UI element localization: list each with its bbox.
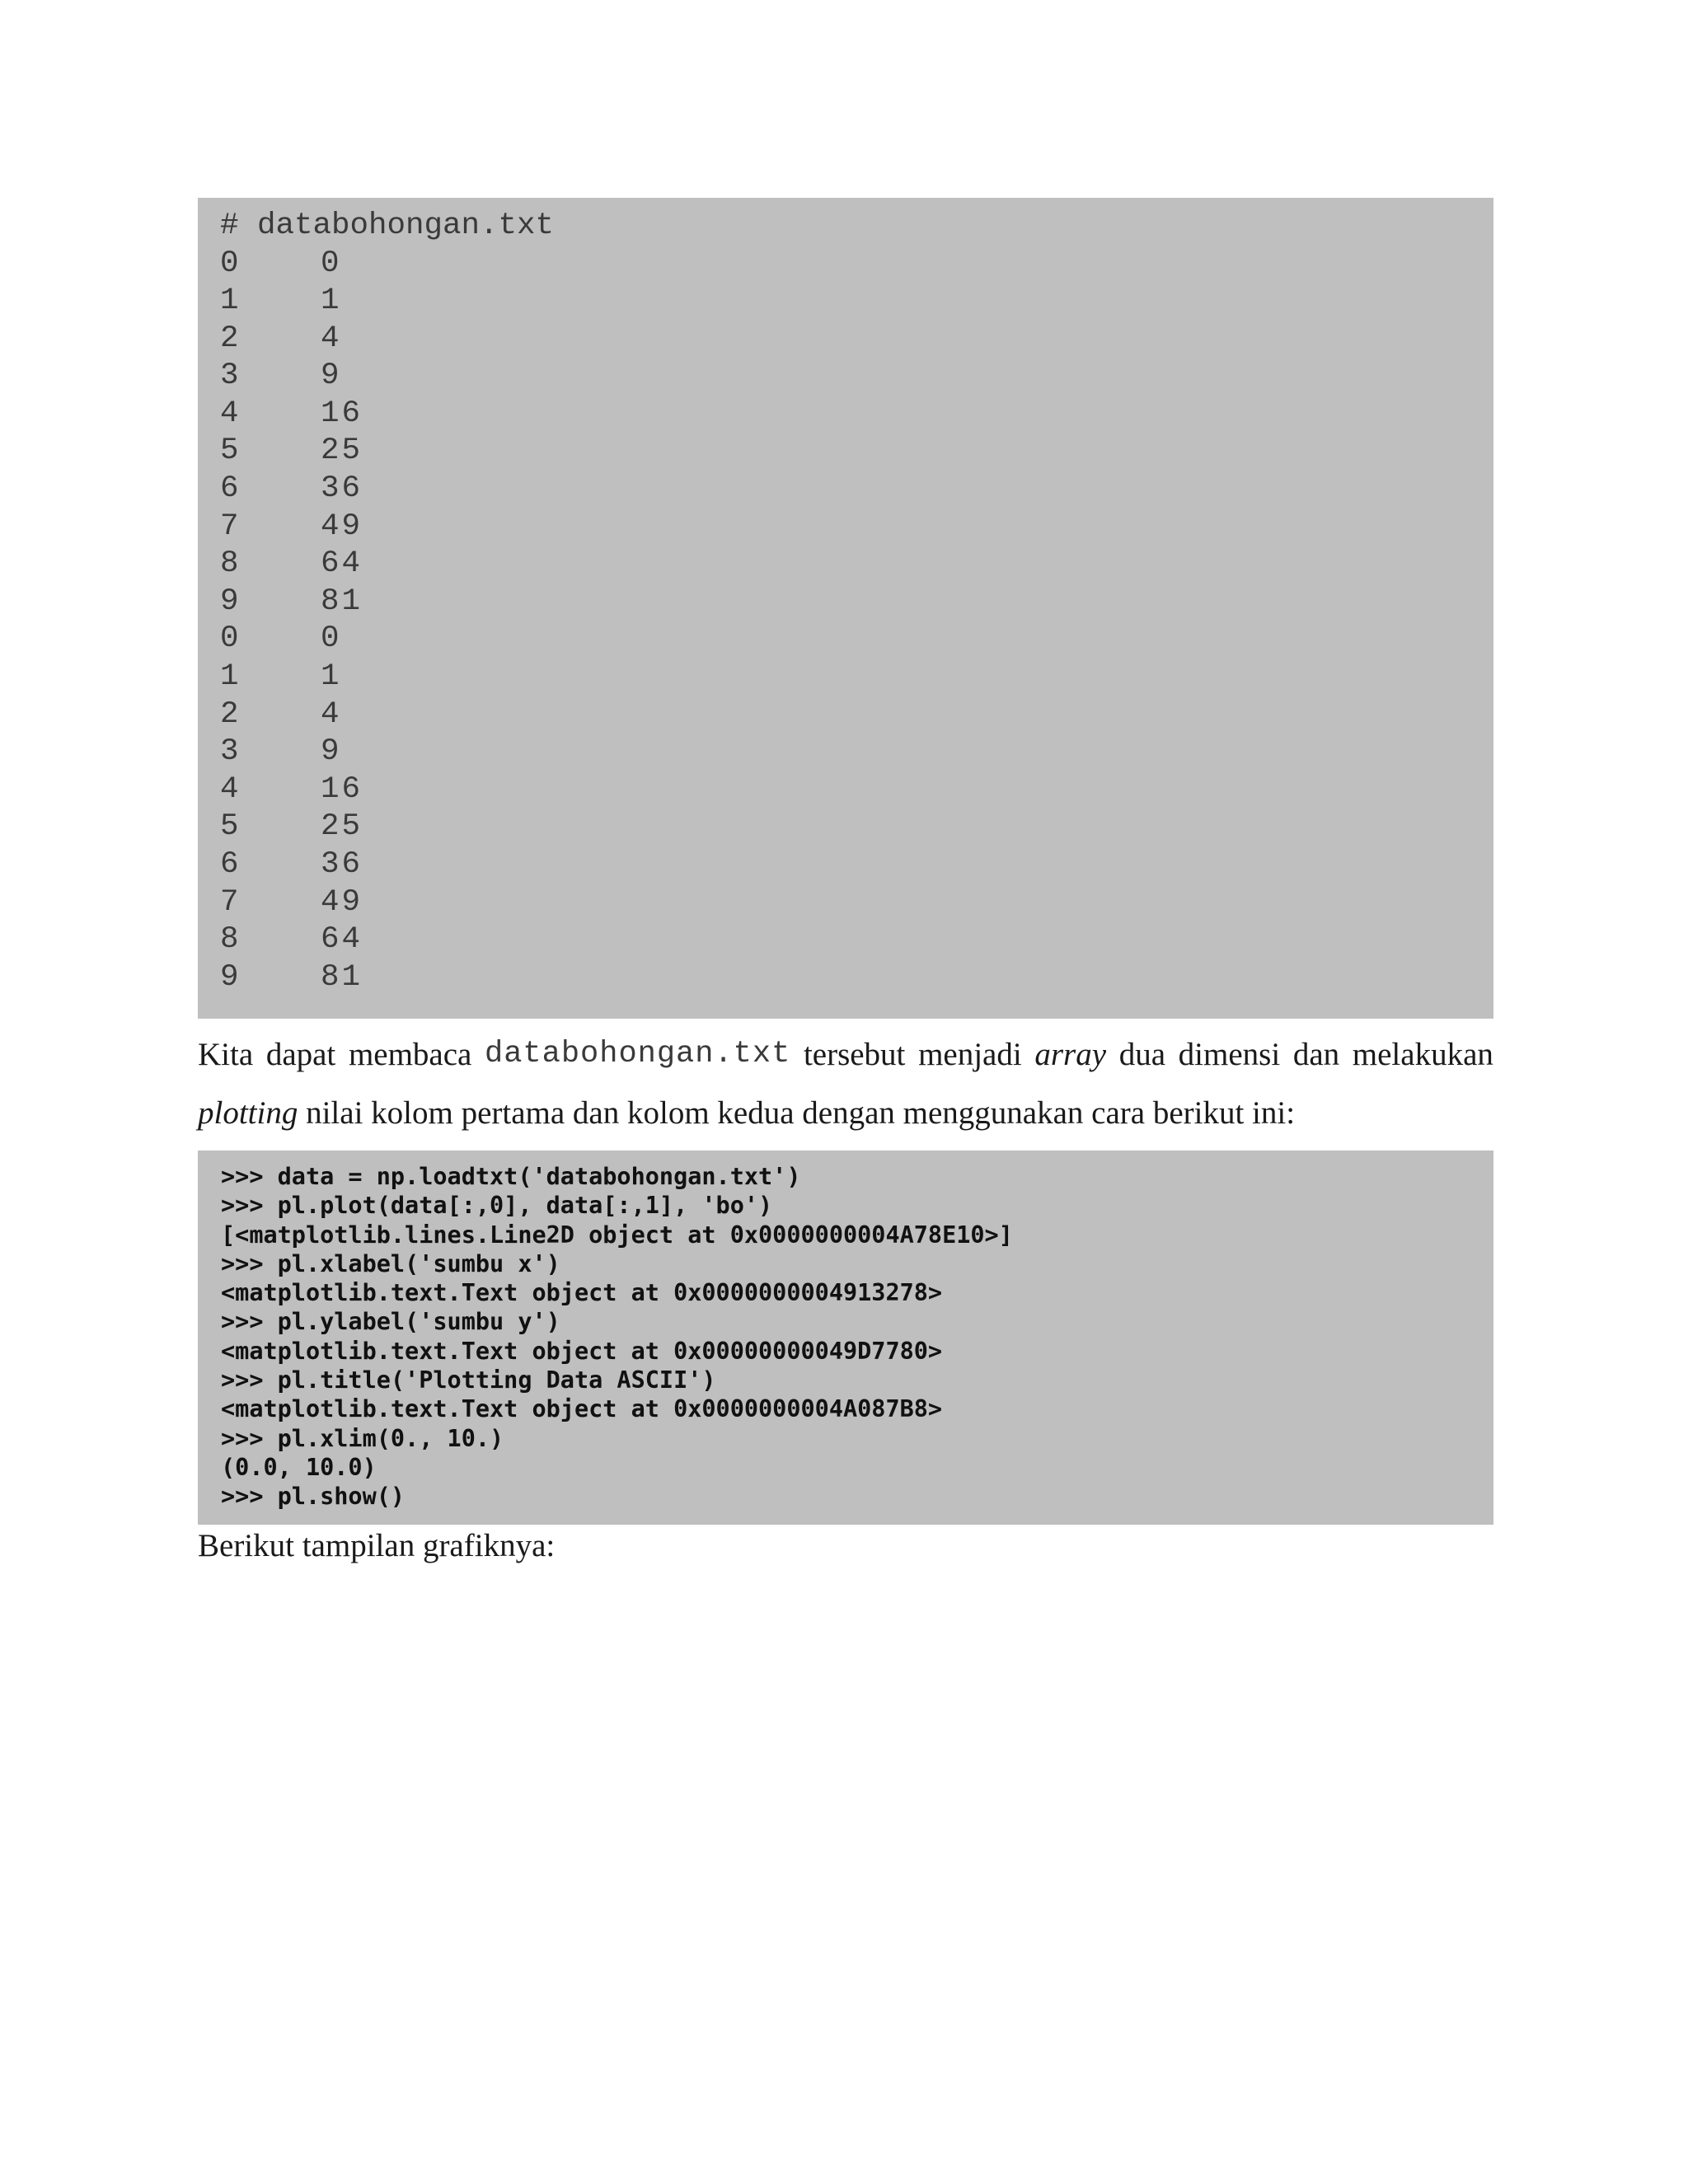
data-y-value: 64	[321, 546, 363, 582]
data-row	[220, 358, 1493, 396]
data-x-value: 9	[220, 959, 239, 995]
word: melakukan	[1352, 1037, 1493, 1072]
data-y-value: 9	[321, 734, 342, 770]
paragraph-graph-text: Berikut tampilan grafiknya:	[198, 1528, 556, 1563]
data-y-value: 4	[321, 696, 342, 732]
array-term: array	[1034, 1037, 1107, 1072]
data-row	[220, 846, 1493, 884]
data-x-value: 6	[220, 471, 239, 507]
code-line: <matplotlib.text.Text object at 0x00000000049D7780>	[221, 1337, 943, 1365]
code-line: >>> pl.title('Plotting Data ASCII')	[221, 1366, 716, 1394]
data-y-value: 49	[321, 884, 363, 920]
data-x-value: 6	[220, 847, 239, 882]
data-y-value: 64	[321, 922, 363, 958]
data-x-value: 0	[220, 621, 239, 657]
data-x-value: 8	[220, 546, 239, 582]
data-x-value: 3	[220, 359, 239, 394]
word: Kita	[198, 1037, 254, 1072]
code-line: (0.0, 10.0)	[221, 1453, 377, 1481]
data-x-value: 0	[220, 246, 239, 281]
code-line: <matplotlib.text.Text object at 0x0000000004A087B8>	[221, 1395, 943, 1423]
data-x-value: 1	[220, 284, 239, 319]
data-x-value: 7	[220, 509, 239, 544]
data-row	[220, 246, 1493, 284]
word: dapat	[265, 1037, 336, 1072]
data-y-value: 36	[321, 471, 363, 507]
data-y-value: 16	[321, 396, 363, 431]
data-file-listing	[198, 198, 1493, 1019]
code-line: >>> pl.show()	[221, 1483, 406, 1511]
paragraph-graph-intro	[198, 1516, 1493, 1575]
data-x-value: 5	[220, 809, 239, 845]
data-file-title: # databohongan.txt	[220, 209, 555, 243]
data-y-value: 81	[321, 959, 363, 995]
data-row	[220, 621, 1493, 658]
data-x-value: 9	[220, 583, 239, 619]
word: membaca	[348, 1037, 472, 1072]
code-lines	[221, 1162, 1493, 1511]
paragraph-line-1	[198, 1025, 1493, 1084]
data-y-value: 4	[321, 321, 342, 356]
code-line: >>> pl.xlim(0., 10.)	[221, 1424, 504, 1452]
data-y-value: 36	[321, 847, 363, 882]
data-x-value: 2	[220, 696, 239, 732]
python-code-block	[198, 1151, 1493, 1525]
data-y-value: 81	[321, 583, 363, 619]
data-row	[220, 396, 1493, 434]
data-row	[220, 283, 1493, 321]
filename-inline-code: databohongan.txt	[485, 1037, 791, 1071]
code-line: >>> pl.xlabel('sumbu x')	[221, 1249, 560, 1277]
data-y-value: 0	[321, 246, 342, 281]
data-y-value: 9	[321, 359, 342, 394]
data-x-value: 7	[220, 884, 239, 920]
word: dimensi	[1178, 1037, 1281, 1072]
word: dua	[1118, 1037, 1165, 1072]
data-x-value: 1	[220, 659, 239, 695]
data-x-value: 4	[220, 396, 239, 431]
data-y-value: 1	[321, 659, 342, 695]
data-x-value: 8	[220, 922, 239, 958]
data-row	[220, 321, 1493, 359]
data-row	[220, 471, 1493, 509]
data-x-value: 5	[220, 434, 239, 469]
data-y-value: 16	[321, 771, 363, 807]
data-row	[220, 433, 1493, 471]
code-line: <matplotlib.text.Text object at 0x0000000004913278>	[221, 1279, 943, 1307]
data-x-value: 2	[220, 321, 239, 356]
data-y-value: 0	[321, 621, 342, 657]
data-row	[220, 771, 1493, 809]
word: tersebut	[803, 1037, 906, 1072]
data-rows	[220, 246, 1493, 997]
data-x-value: 4	[220, 771, 239, 807]
plotting-term: plotting	[198, 1095, 298, 1131]
data-x-value: 3	[220, 734, 239, 770]
paragraph-line-2-text: nilai kolom pertama dan kolom kedua dengan menggunakan cara berikut ini:	[298, 1095, 1296, 1131]
data-row	[220, 583, 1493, 621]
data-y-value: 25	[321, 809, 363, 845]
data-row	[220, 658, 1493, 696]
word: dan	[1292, 1037, 1340, 1072]
data-row	[220, 959, 1493, 997]
data-y-value: 49	[321, 509, 363, 544]
data-row	[220, 921, 1493, 959]
data-row	[220, 546, 1493, 583]
code-line: >>> data = np.loadtxt('databohongan.txt')	[221, 1163, 801, 1190]
paragraph-intro	[198, 1025, 1493, 1142]
data-row	[220, 733, 1493, 771]
code-line: >>> pl.ylabel('sumbu y')	[221, 1308, 560, 1336]
code-line: >>> pl.plot(data[:,0], data[:,1], 'bo')	[221, 1192, 773, 1220]
data-row	[220, 509, 1493, 546]
paragraph-line-2	[198, 1084, 1493, 1142]
data-row	[220, 884, 1493, 922]
data-y-value: 1	[321, 284, 342, 319]
code-line: [<matplotlib.lines.Line2D object at 0x0000000004A78E10>]	[221, 1221, 1013, 1249]
data-y-value: 25	[321, 434, 363, 469]
word: menjadi	[918, 1037, 1022, 1072]
data-row	[220, 696, 1493, 734]
data-row	[220, 808, 1493, 846]
